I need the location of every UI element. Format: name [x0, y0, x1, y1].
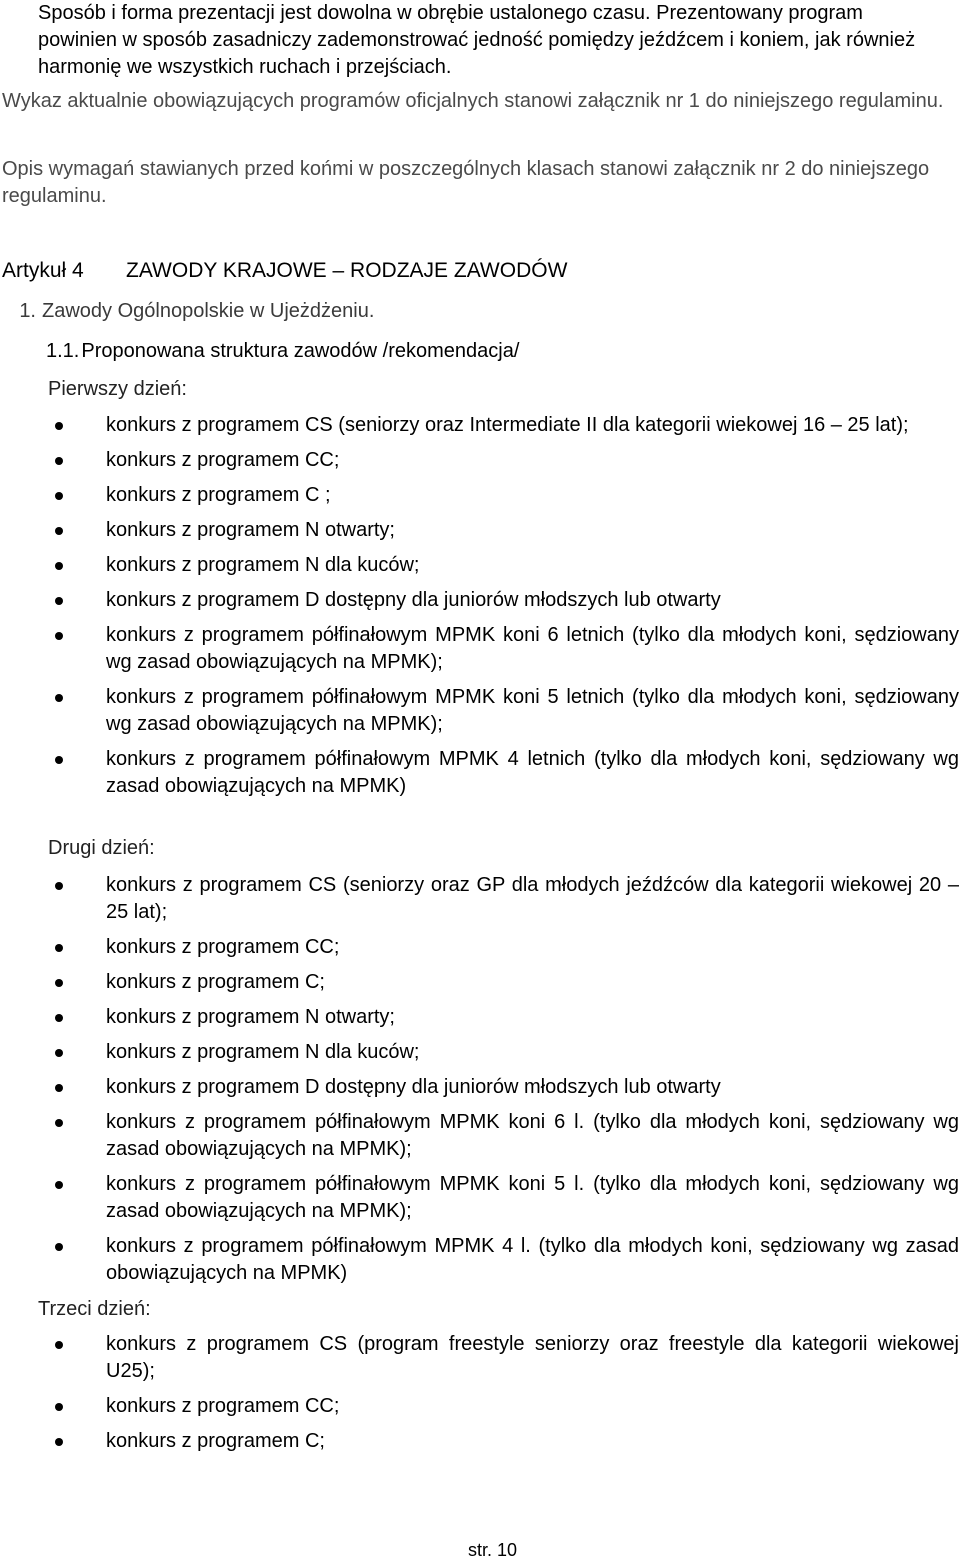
bullet-icon: [55, 1438, 63, 1446]
bullet-icon: [55, 457, 63, 465]
list-item-text: konkurs z programem półfinałowym MPMK koni 6 letnich (tylko dla młodych koni, sędziowany wg zasad obowiązujących na MPMK);: [106, 624, 959, 673]
section-number: 1.: [19, 300, 36, 322]
list-item: [0, 1039, 960, 1066]
bullet-icon: [55, 597, 63, 605]
bullet-icon: [55, 492, 63, 500]
list-item: [0, 872, 960, 926]
list-item-text: konkurs z programem N dla kuców;: [106, 554, 420, 576]
list-item: [0, 934, 960, 961]
day3-heading: Trzeci dzień:: [38, 1298, 151, 1320]
list-item: [0, 1004, 960, 1031]
list-item: [0, 447, 960, 474]
list-item-text: konkurs z programem N otwarty;: [106, 519, 395, 541]
bullet-icon: [55, 1014, 63, 1022]
bullet-icon: [55, 694, 63, 702]
bullet-icon: [55, 944, 63, 952]
day1-list: [0, 412, 960, 808]
list-item-text: konkurs z programem półfinałowym MPMK 4 letnich (tylko dla młodych koni, sędziowany wg zasad obowiązujących na MPMK): [106, 748, 959, 797]
list-item: [0, 482, 960, 509]
list-item: [0, 412, 960, 439]
page-number: str. 10: [468, 1540, 518, 1560]
bullet-icon: [55, 1049, 63, 1057]
day3-list: [0, 1331, 960, 1463]
list-item-text: konkurs z programem N otwarty;: [106, 1006, 395, 1028]
bullet-icon: [55, 1243, 63, 1251]
list-item-text: konkurs z programem półfinałowym MPMK koni 6 l. (tylko dla młodych koni, sędziowany wg zasad obowiązujących na MPMK);: [106, 1111, 959, 1160]
list-item-text: konkurs z programem N dla kuców;: [106, 1041, 420, 1063]
list-item: [0, 969, 960, 996]
list-item: [0, 587, 960, 614]
list-item-text: konkurs z programem CS (program freestyle seniorzy oraz freestyle dla kategorii wiekowej U25);: [106, 1333, 959, 1382]
bullet-icon: [55, 1119, 63, 1127]
list-item: [0, 1171, 960, 1225]
list-item-text: konkurs z programem CC;: [106, 449, 340, 471]
list-item: [0, 1393, 960, 1420]
list-item: [0, 1428, 960, 1455]
list-item-text: konkurs z programem CS (seniorzy oraz GP dla młodych jeźdźców dla kategorii wiekowej 20 – 25 lat);: [106, 874, 959, 923]
list-item-text: konkurs z programem D dostępny dla juniorów młodszych lub otwarty: [106, 1076, 721, 1098]
bullet-icon: [55, 632, 63, 640]
list-item-text: konkurs z programem półfinałowym MPMK koni 5 l. (tylko dla młodych koni, sędziowany wg zasad obowiązujących na MPMK);: [106, 1173, 959, 1222]
subsection-title: Proponowana struktura zawodów /rekomendacja/: [81, 340, 520, 362]
list-item: [0, 517, 960, 544]
list-item: [0, 552, 960, 579]
bullet-icon: [55, 1084, 63, 1092]
appendix1-paragraph: Wykaz aktualnie obowiązujących programów oficjalnych stanowi załącznik nr 1 do niniejszego regulaminu.: [2, 90, 944, 112]
list-item-text: konkurs z programem C ;: [106, 484, 331, 506]
list-item: [0, 1074, 960, 1101]
subsection-heading: [46, 340, 746, 363]
bullet-icon: [55, 1403, 63, 1411]
list-item-text: konkurs z programem C;: [106, 1430, 325, 1452]
list-item-text: konkurs z programem półfinałowym MPMK 4 l. (tylko dla młodych koni, sędziowany wg zasad obowiązujących na MPMK): [106, 1235, 959, 1284]
intro-paragraph: Sposób i forma prezentacji jest dowolna w obrębie ustalonego czasu. Prezentowany program powinien w sposób zasadniczy zademonstrować jedność pomiędzy jeźdźcem i koniem, jak również harmonię we wszystkich ruchach i przejściach.: [38, 2, 916, 78]
list-item-text: konkurs z programem CC;: [106, 936, 340, 958]
list-item-text: konkurs z programem CS (seniorzy oraz Intermediate II dla kategorii wiekowej 16 – 25 lat);: [106, 414, 909, 436]
appendix2-paragraph: Opis wymagań stawianych przed końmi w poszczególnych klasach stanowi załącznik nr 2 do niniejszego regulaminu.: [2, 158, 930, 207]
list-item-text: konkurs z programem C;: [106, 971, 325, 993]
article-number: Artykuł 4: [2, 259, 84, 282]
day2-list: [0, 872, 960, 1295]
day2-heading: Drugi dzień:: [48, 837, 155, 859]
bullet-icon: [55, 756, 63, 764]
bullet-icon: [55, 562, 63, 570]
bullet-icon: [55, 979, 63, 987]
bullet-icon: [55, 1341, 63, 1349]
list-item: [0, 1109, 960, 1163]
article-title: ZAWODY KRAJOWE – RODZAJE ZAWODÓW: [126, 259, 568, 282]
list-item: [0, 746, 960, 800]
day1-heading: Pierwszy dzień:: [48, 378, 187, 400]
list-item: [0, 684, 960, 738]
subsection-number: 1.1.: [46, 340, 80, 362]
bullet-icon: [55, 1181, 63, 1189]
list-item-text: konkurs z programem półfinałowym MPMK koni 5 letnich (tylko dla młodych koni, sędziowany wg zasad obowiązujących na MPMK);: [106, 686, 959, 735]
article-heading: [2, 259, 567, 283]
list-item-text: konkurs z programem CC;: [106, 1395, 340, 1417]
list-item: [0, 622, 960, 676]
list-item-text: konkurs z programem D dostępny dla juniorów młodszych lub otwarty: [106, 589, 721, 611]
bullet-icon: [55, 882, 63, 890]
section-title: Zawody Ogólnopolskie w Ujeżdżeniu.: [42, 300, 375, 322]
section-heading: [2, 300, 602, 323]
list-item: [0, 1331, 960, 1385]
list-item: [0, 1233, 960, 1287]
bullet-icon: [55, 422, 63, 430]
bullet-icon: [55, 527, 63, 535]
